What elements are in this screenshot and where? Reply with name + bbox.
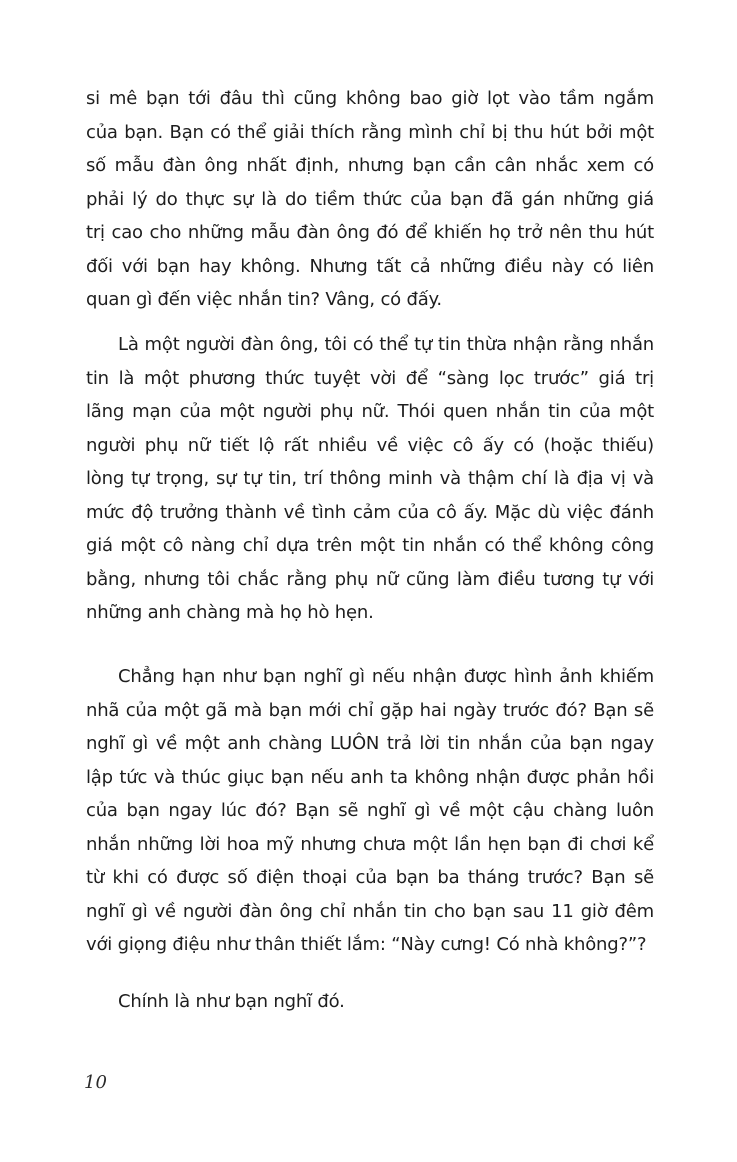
text-line: Chính là như bạn nghĩ đó. bbox=[118, 991, 345, 1012]
text-line: phải lý do thực sự là do tiềm thức của bạn đã gán những giá bbox=[86, 188, 654, 210]
paragraph-3 bbox=[86, 660, 654, 962]
page-number: 10 bbox=[84, 1072, 107, 1093]
text-line: từ khi có được số điện thoại của bạn ba tháng trước? Bạn sẽ bbox=[86, 867, 654, 888]
paragraph-4 bbox=[86, 985, 654, 1019]
text-line: tin là một phương thức tuyệt vời để “sàng lọc trước” giá trị bbox=[86, 367, 654, 389]
text-line: trị cao cho những mẫu đàn ông đó để khiến họ trở nên thu hút bbox=[86, 222, 654, 243]
text-line: số mẫu đàn ông nhất định, nhưng bạn cần cân nhắc xem có bbox=[86, 155, 654, 176]
text-line: nhã của một gã mà bạn mới chỉ gặp hai ngày trước đó? Bạn sẽ bbox=[86, 699, 654, 721]
text-line: quan gì đến việc nhắn tin? Vâng, có đấy. bbox=[86, 289, 442, 310]
text-line: nhắn những lời hoa mỹ nhưng chưa một lần hẹn bạn đi chơi kể bbox=[86, 833, 654, 855]
text-line: nghĩ gì về một anh chàng LUÔN trả lời tin nhắn của bạn ngay bbox=[86, 733, 654, 754]
text-line: đối với bạn hay không. Nhưng tất cả những điều này có liên bbox=[86, 255, 654, 277]
text-line: nghĩ gì về người đàn ông chỉ nhắn tin cho bạn sau 11 giờ đêm bbox=[86, 900, 654, 922]
text-line: si mê bạn tới đâu thì cũng không bao giờ lọt vào tầm ngắm bbox=[86, 88, 654, 109]
text-line: giá một cô nàng chỉ dựa trên một tin nhắn có thể không công bbox=[86, 535, 654, 556]
text-line: bằng, nhưng tôi chắc rằng phụ nữ cũng làm điều tương tự với bbox=[86, 568, 654, 590]
text-line: Là một người đàn ông, tôi có thể tự tin thừa nhận rằng nhắn bbox=[118, 334, 654, 355]
text-line: lập tức và thúc giục bạn nếu anh ta không nhận được phản hồi bbox=[86, 766, 654, 788]
text-line: lòng tự trọng, sự tự tin, trí thông minh và thậm chí là địa vị và bbox=[86, 468, 654, 489]
text-line: của bạn. Bạn có thể giải thích rằng mình chỉ bị thu hút bởi một bbox=[86, 121, 654, 143]
text-line: mức độ trưởng thành về tình cảm của cô ấy. Mặc dù việc đánh bbox=[86, 501, 654, 523]
paragraph-1 bbox=[86, 82, 654, 317]
text-line: người phụ nữ tiết lộ rất nhiều về việc cô ấy có (hoặc thiếu) bbox=[86, 434, 654, 456]
text-line: với giọng điệu như thân thiết lắm: “Này cưng! Có nhà không?”? bbox=[86, 934, 647, 955]
paragraph-2 bbox=[86, 328, 654, 630]
text-line: lãng mạn của một người phụ nữ. Thói quen nhắn tin của một bbox=[86, 401, 654, 422]
text-line: Chẳng hạn như bạn nghĩ gì nếu nhận được hình ảnh khiếm bbox=[118, 666, 654, 687]
text-line: của bạn ngay lúc đó? Bạn sẽ nghĩ gì về một cậu chàng luôn bbox=[86, 800, 654, 821]
text-line: những anh chàng mà họ hò hẹn. bbox=[86, 602, 374, 623]
